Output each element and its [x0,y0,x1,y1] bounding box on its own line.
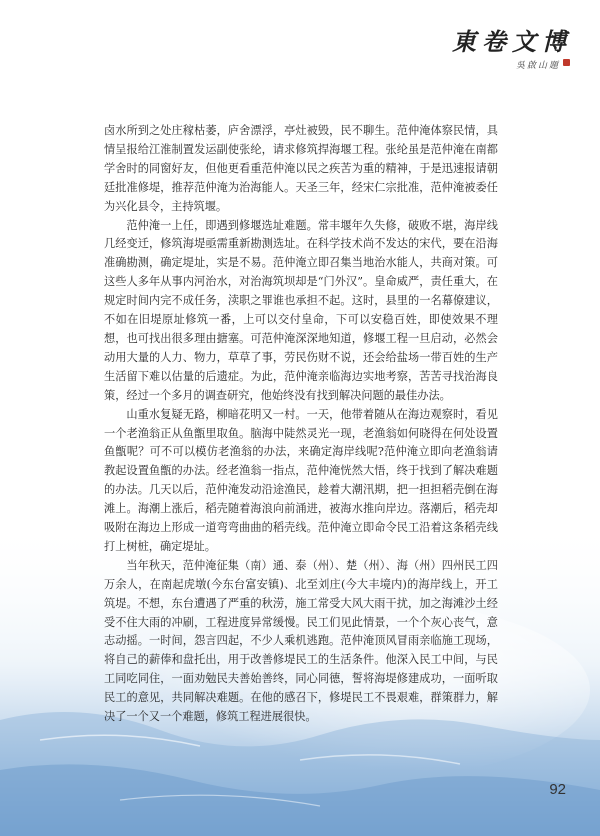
masthead-title: 東卷文博 [452,27,572,56]
paragraph-2: 范仲淹一上任，即遇到修堰选址难题。常丰堰年久失修，破败不堪，海岸线几经变迁，修筑海堤亟需重新勘测选址。在科学技术尚不发达的宋代，要在沿海准确勘测，确定堤址，实是不易。范仲淹立即召集当地治水能人，共商对策。可这些人多年从事内河治水，对治海筑坝却是“门外汉”。皇命威严，责任重大，在规定时间内完不成任务，渎职之罪谁也承担不起。这时，县里的一名幕僚建议，不如在旧堤原址修筑一番，上可以交付皇命，下可以安稳百姓，即使效果不理想，也可找出很多理由搪塞。可范仲淹深深地知道，修堰工程一旦启动，必然会动用大量的人力、物力，草草了事，劳民伤财不说，还会给盐场一带百姓的生产生活留下难以估量的后遗症。为此，范仲淹亲临海边实地考察，苦苦寻找治海良策，经过一个多月的调查研究，他始终没有找到解决问题的最佳办法。 [104,218,498,402]
article-body [104,122,498,727]
masthead-signature: 吳啟山題 [515,61,560,71]
red-seal-stamp [563,59,570,66]
page-number: 92 [549,781,566,798]
paragraph-3: 山重水复疑无路，柳暗花明又一村。一天，他带着随从在海边观察时，看见一个老渔翁正从鱼甑里取鱼。脑海中陡然灵光一现，老渔翁如何晓得在何处设置鱼甑呢？可不可以模仿老渔翁的办法，来确定海岸线呢?范仲淹立即向老渔翁请教起设置鱼甑的办法。经老渔翁一指点，范仲淹恍然大悟，终于找到了解决难题的办法。几天以后，范仲淹发动沿途渔民，趁着大潮汛期，把一担担稻壳倒在海滩上。海潮上涨后，稻壳随着海浪向前涌进，被海水推向岸边。落潮后，稻壳却吸附在海边上形成一道弯弯曲曲的稻壳线。范仲淹立即命令民工沿着这条稻壳线打上树桩，确定堤址。 [104,407,498,553]
paragraph-4: 当年秋天，范仲淹征集（南）通、泰（州）、楚（州）、海（州）四州民工四万余人，在南起虎墩(今东台富安镇)、北至刘庄(今大丰境内)的海岸线上，开工筑堤。不想，东台遭遇了严重的秋涝，施工常受大风大雨干扰，加之海滩沙土经受不住大雨的冲刷，工程进度异常缓慢。民工们见此情景，一个个灰心丧气，意志动摇。一时间，怨言四起，不少人乘机逃跑。范仲淹顶风冒雨亲临施工现场，将自己的薪俸和盘托出，用于改善修堤民工的生活条件。他深入民工中间，与民工同吃同住，一面劝勉民夫善始善终，同心同德，誓将海堤修建成功，一面听取民工的意见，共同解决难题。在他的感召下，修堤民工不畏艰难，群策群力，解决了一个又一个难题，修筑工程进展很快。 [104,558,498,724]
paragraph-1: 卤水所到之处庄稼枯萎，庐舍漂浮，亭灶被毁，民不聊生。范仲淹体察民情，具情呈报给江淮制置发运副使张纶，请求修筑捍海堰工程。张纶虽是范仲淹在南都学舍时的同窗好友，但他更看重范仲淹以民之疾苦为重的精神，于是迅速报请朝廷批准修堤，推荐范仲淹为治海能人。天圣三年，经宋仁宗批准，范仲淹被委任为兴化县令，主持筑堰。 [104,124,498,213]
